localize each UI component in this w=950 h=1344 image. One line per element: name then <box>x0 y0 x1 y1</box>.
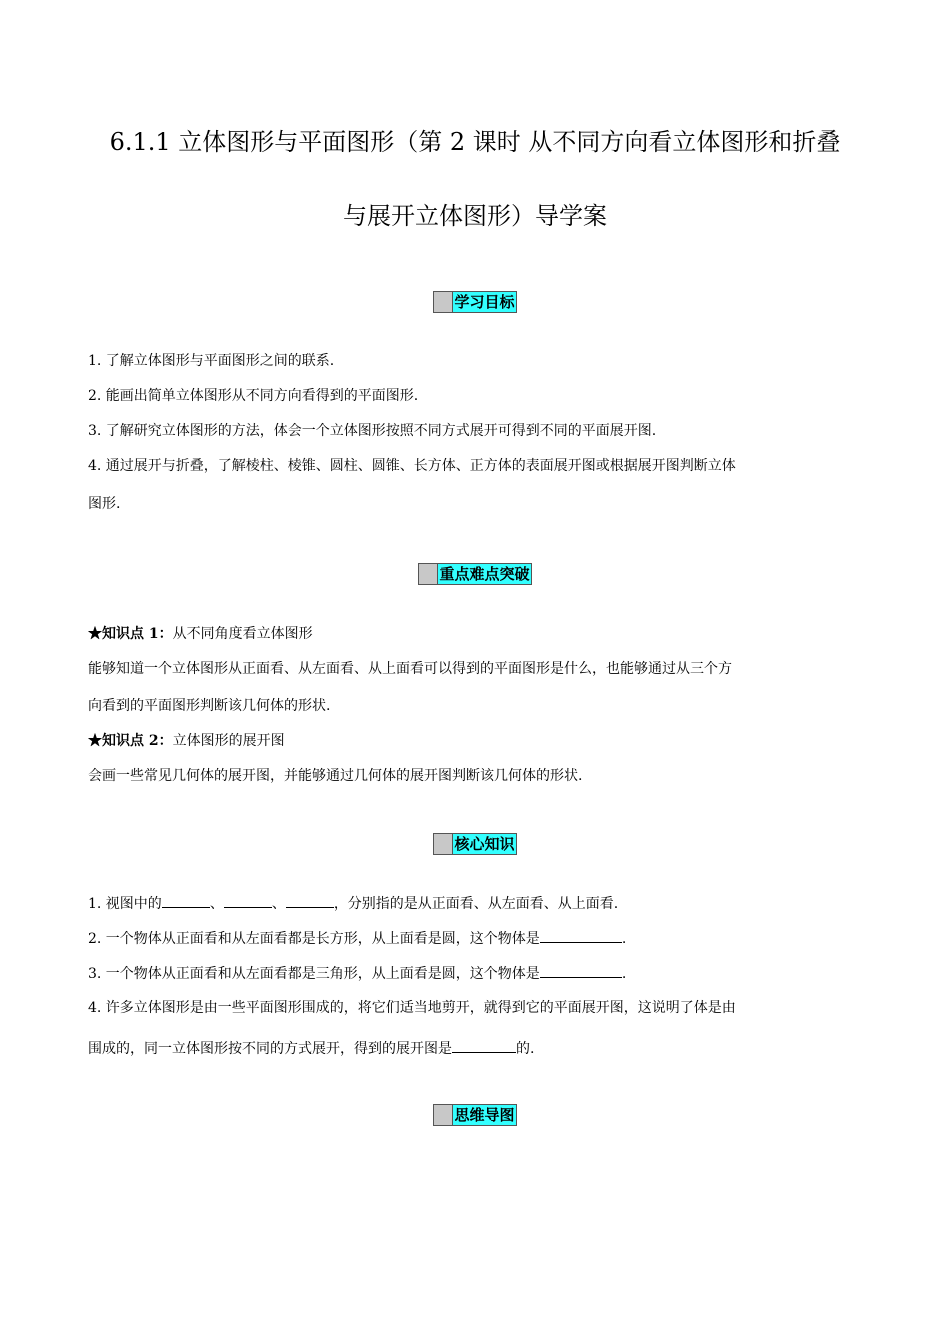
fill-blank[interactable] <box>224 893 272 908</box>
section-heading-key-points-label: 重点难点突破 <box>439 565 530 583</box>
knowledge-point-2-title: 立体图形的展开图 <box>172 733 285 749</box>
page-title-line-1: 6.1.1 立体图形与平面图形（第 2 课时 从不同方向看立体图形和折叠 <box>109 128 841 156</box>
fill-blank[interactable] <box>452 1038 516 1053</box>
core-question-4: 4. 许多立体图形是由一些平面图形围成的，将它们适当地剪开，就得到它的平面展开图，这说明了体是由 <box>88 1000 736 1016</box>
section-heading-mindmap <box>0 1103 950 1127</box>
core-question-4-end: 的. <box>516 1041 535 1057</box>
page-title-line-2: 与展开立体图形）导学案 <box>343 202 607 230</box>
section-heading-core-label: 核心知识 <box>454 835 515 853</box>
goal-item-4-cont: 图形. <box>88 496 121 512</box>
core-question-1 <box>88 893 618 914</box>
core-question-3 <box>88 963 626 984</box>
goal-item-4: 4. 通过展开与折叠，了解棱柱、棱锥、圆柱、圆锥、长方体、正方体的表面展开图或根据展开图判断立体 <box>88 458 736 474</box>
core-question-3-end: . <box>621 966 627 982</box>
core-question-2-text: 2. 一个物体从正面看和从左面看都是长方形，从上面看是圆，这个物体是 <box>88 931 540 947</box>
core-question-1-text-end: ，分别指的是从正面看、从左面看、从上面看. <box>333 896 619 912</box>
section-heading-goals-label: 学习目标 <box>454 293 515 311</box>
knowledge-point-2-label: ★知识点 2： <box>88 733 173 749</box>
core-question-2-end: . <box>621 931 627 947</box>
core-question-3-text: 3. 一个物体从正面看和从左面看都是三角形，从上面看是圆，这个物体是 <box>88 966 540 982</box>
core-question-1-text: 1. 视图中的 <box>88 896 162 912</box>
fill-blank[interactable] <box>540 963 622 978</box>
knowledge-point-2 <box>88 731 285 751</box>
goal-item-1: 1. 了解立体图形与平面图形之间的联系. <box>88 353 335 369</box>
core-question-4-cont <box>88 1038 534 1059</box>
core-question-4-text: 围成的，同一立体图形按不同的方式展开，得到的展开图是 <box>88 1041 452 1057</box>
fill-blank[interactable] <box>540 928 622 943</box>
fill-blank[interactable] <box>162 893 210 908</box>
goal-item-3: 3. 了解研究立体图形的方法，体会一个立体图形按照不同方式展开可得到不同的平面展开图. <box>88 423 657 439</box>
knowledge-point-1-title: 从不同角度看立体图形 <box>172 626 313 642</box>
section-heading-key-points <box>0 562 950 586</box>
knowledge-point-1-text: 能够知道一个立体图形从正面看、从左面看、从上面看可以得到的平面图形是什么，也能够通过从三个方 <box>88 661 732 677</box>
core-question-1-sep: 、 <box>209 896 224 912</box>
core-question-2 <box>88 928 626 949</box>
knowledge-point-2-text: 会画一些常见几何体的展开图，并能够通过几何体的展开图判断该几何体的形状. <box>88 768 583 784</box>
goal-item-2: 2. 能画出简单立体图形从不同方向看得到的平面图形. <box>88 388 419 404</box>
section-heading-goals <box>0 290 950 314</box>
section-heading-mindmap-label: 思维导图 <box>454 1106 515 1124</box>
core-question-1-sep: 、 <box>271 896 286 912</box>
knowledge-point-1 <box>88 624 313 644</box>
section-heading-core <box>0 832 950 856</box>
knowledge-point-1-label: ★知识点 1： <box>88 626 173 642</box>
knowledge-point-1-text-cont: 向看到的平面图形判断该几何体的形状. <box>88 698 331 714</box>
fill-blank[interactable] <box>286 893 334 908</box>
